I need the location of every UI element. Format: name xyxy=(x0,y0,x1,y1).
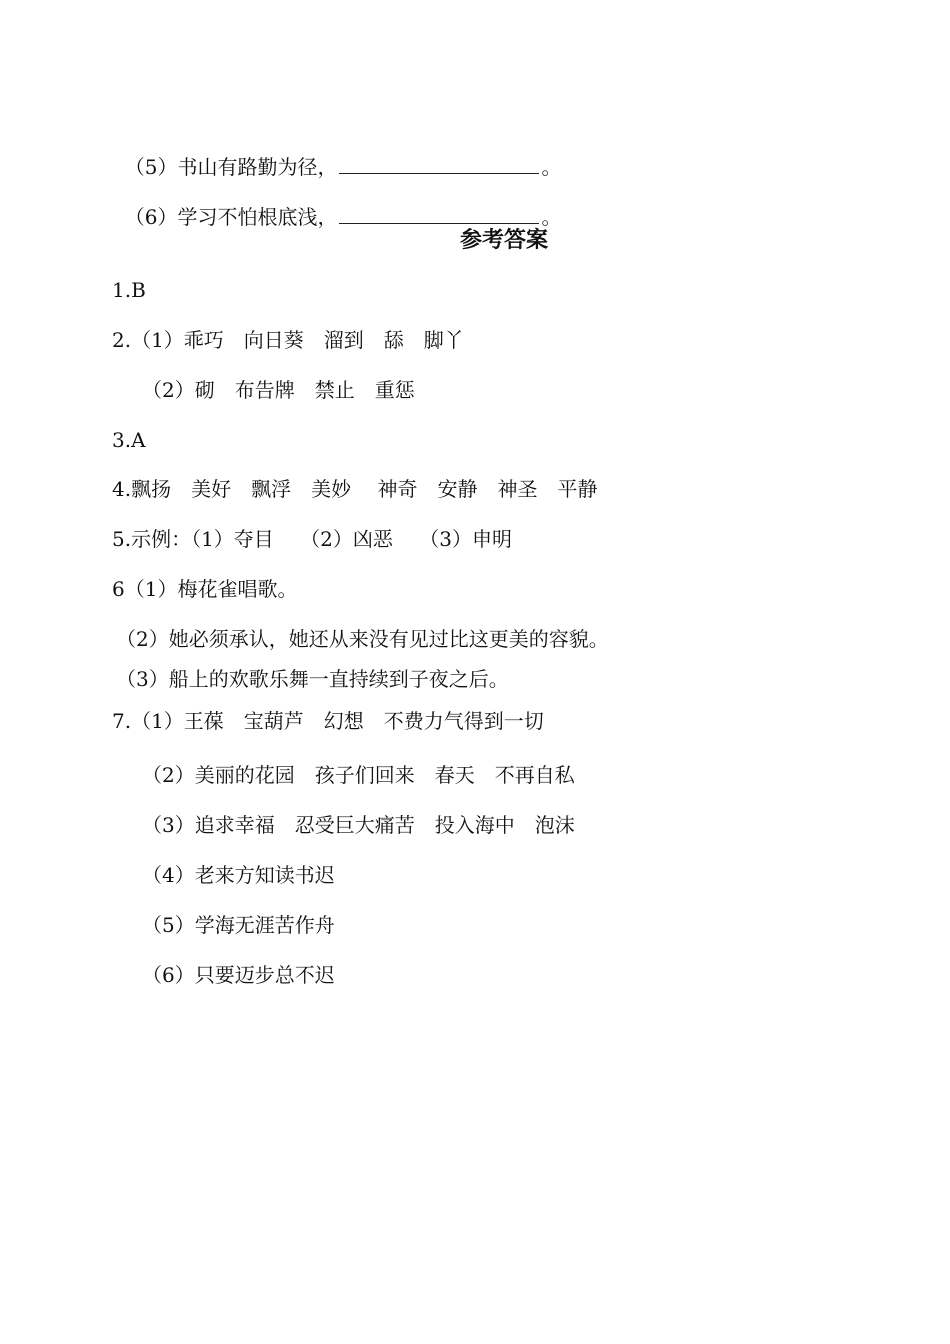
answer-line: （2）美丽的花园 孩子们回来 春天 不再自私 xyxy=(142,763,575,787)
answer-line: 6（1）梅花雀唱歌。 xyxy=(112,577,298,601)
answer-line: 5.示例：（1）夺目 （2）凶恶 （3）申明 xyxy=(112,527,512,551)
fill-in-prefix: （6）学习不怕根底浅， xyxy=(124,205,338,229)
answer-line: （3）追求幸福 忍受巨大痛苦 投入海中 泡沫 xyxy=(142,813,575,837)
answer-line: 1.B xyxy=(112,278,146,302)
fill-in-prefix: （5）书山有路勤为径， xyxy=(124,155,338,179)
answer-line: （6）只要迈步总不迟 xyxy=(142,963,335,987)
answer-line: （3）船上的欢歌乐舞一直持续到子夜之后。 xyxy=(116,667,509,691)
answer-line: 7.（1）王葆 宝葫芦 幻想 不费力气得到一切 xyxy=(112,709,544,733)
answer-line: （2）砌 布告牌 禁止 重惩 xyxy=(142,378,415,402)
answer-line: 2.（1）乖巧 向日葵 溜到 舔 脚丫 xyxy=(112,328,464,352)
answer-line: 4.飘扬 美好 飘浮 美妙 神奇 安静 神圣 平静 xyxy=(112,477,598,501)
answers-title: 参考答案 xyxy=(459,228,548,253)
fill-in-line-6 xyxy=(112,178,561,230)
answer-line: 3.A xyxy=(112,428,146,452)
fill-in-suffix: 。 xyxy=(541,205,562,229)
answer-blank xyxy=(339,155,539,174)
fill-in-line-5 xyxy=(112,128,561,180)
answer-line: （2）她必须承认，她还从来没有见过比这更美的容貌。 xyxy=(116,627,609,651)
answer-blank xyxy=(339,205,539,224)
fill-in-suffix: 。 xyxy=(541,155,562,179)
answer-line: （5）学海无涯苦作舟 xyxy=(142,913,335,937)
answer-line: （4）老来方知读书迟 xyxy=(142,863,335,887)
